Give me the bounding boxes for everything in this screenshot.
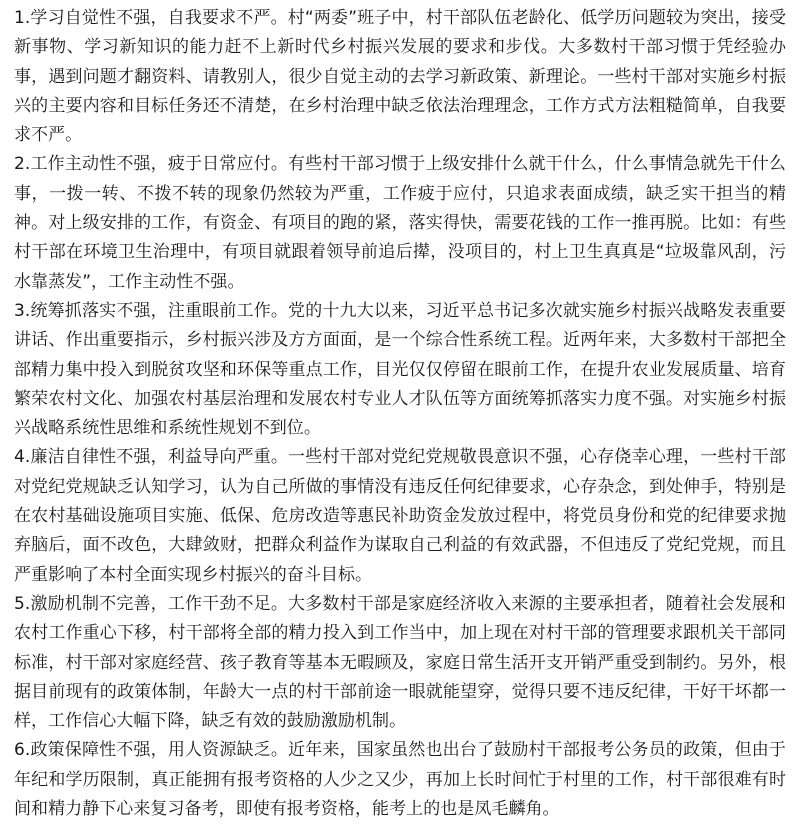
paragraph-2: 2.工作主动性不强，疲于日常应付。有些村干部习惯于上级安排什么就干什么，什么事情急就先干什么事，一拨一转、不拨不转的现象仍然较为严重，工作疲于应付，只追求表面成绩，缺乏实干担当的精神。对上级安排的工作，有资金、有项目的跑的紧，落实得快，需要花钱的工作一推再脱。比如：有些村干部在环境卫生治理中，有项目就跟着领导前追后撵，没项目的，村上卫生真真是“垃圾靠风刮，污水靠蒸发”，工作主动性不强。 [14,154,786,292]
paragraph-4: 4.廉洁自律性不强，利益导向严重。一些村干部对党纪党规敬畏意识不强，心存侥幸心理，一些村干部对党纪党规缺乏认知学习，认为自己所做的事情没有违反任何纪律要求，心存杂念，到处伸手，特别是在农村基础设施项目实施、低保、危房改造等惠民补助资金发放过程中，将党员身份和党的纪律要求抛弃脑后，面不改色，大肆敛财，把群众利益作为谋取自己利益的有效武器，不但违反了党纪党规，而且严重影响了本村全面实现乡村振兴的奋斗目标。 [14,447,786,585]
paragraph-1: 1.学习自觉性不强，自我要求不严。村“两委”班子中，村干部队伍老龄化、低学历问题较为突出，接受新事物、学习新知识的能力赶不上新时代乡村振兴发展的要求和步伐。大多数村干部习惯于凭经验办事，遇到问题才翻资料、请教别人，很少自觉主动的去学习新政策、新理论。一些村干部对实施乡村振兴的主要内容和目标任务还不清楚，在乡村治理中缺乏依法治理理念，工作方式方法粗糙简单，自我要求不严。 [14,8,786,146]
paragraph-6: 6.政策保障性不强，用人资源缺乏。近年来，国家虽然也出台了鼓励村干部报考公务员的政策，但由于年纪和学历限制，真正能拥有报考资格的人少之又少，再加上长时间忙于村里的工作，村干部很难有时间和精力静下心来复习备考，即使有报考资格，能考上的也是凤毛麟角。 [14,740,786,820]
paragraph-5: 5.激励机制不完善，工作干劲不足。大多数村干部是家庭经济收入来源的主要承担者，随着社会发展和农村工作重心下移，村干部将全部的精力投入到工作当中，加上现在对村干部的管理要求跟机关干部同标准，村干部对家庭经营、孩子教育等基本无暇顾及，家庭日常生活开支开销严重受到制约。另外，根据目前现有的政策体制，年龄大一点的村干部前途一眼就能望穿，觉得只要不违反纪律，干好干坏都一样，工作信心大幅下降，缺乏有效的鼓励激励机制。 [14,593,786,732]
paragraph-3: 3.统筹抓落实不强，注重眼前工作。党的十九大以来，习近平总书记多次就实施乡村振兴战略发表重要讲话、作出重要指示，乡村振兴涉及方方面面，是一个综合性系统工程。近两年来，大多数村干部把全部精力集中投入到脱贫攻坚和环保等重点工作，目光仅仅停留在眼前工作，在提升农业发展质量、培育繁荣农村文化、加强农村基层治理和发展农村专业人才队伍等方面统筹抓落实力度不强。对实施乡村振兴战略系统性思维和系统性规划不到位。 [14,300,786,439]
